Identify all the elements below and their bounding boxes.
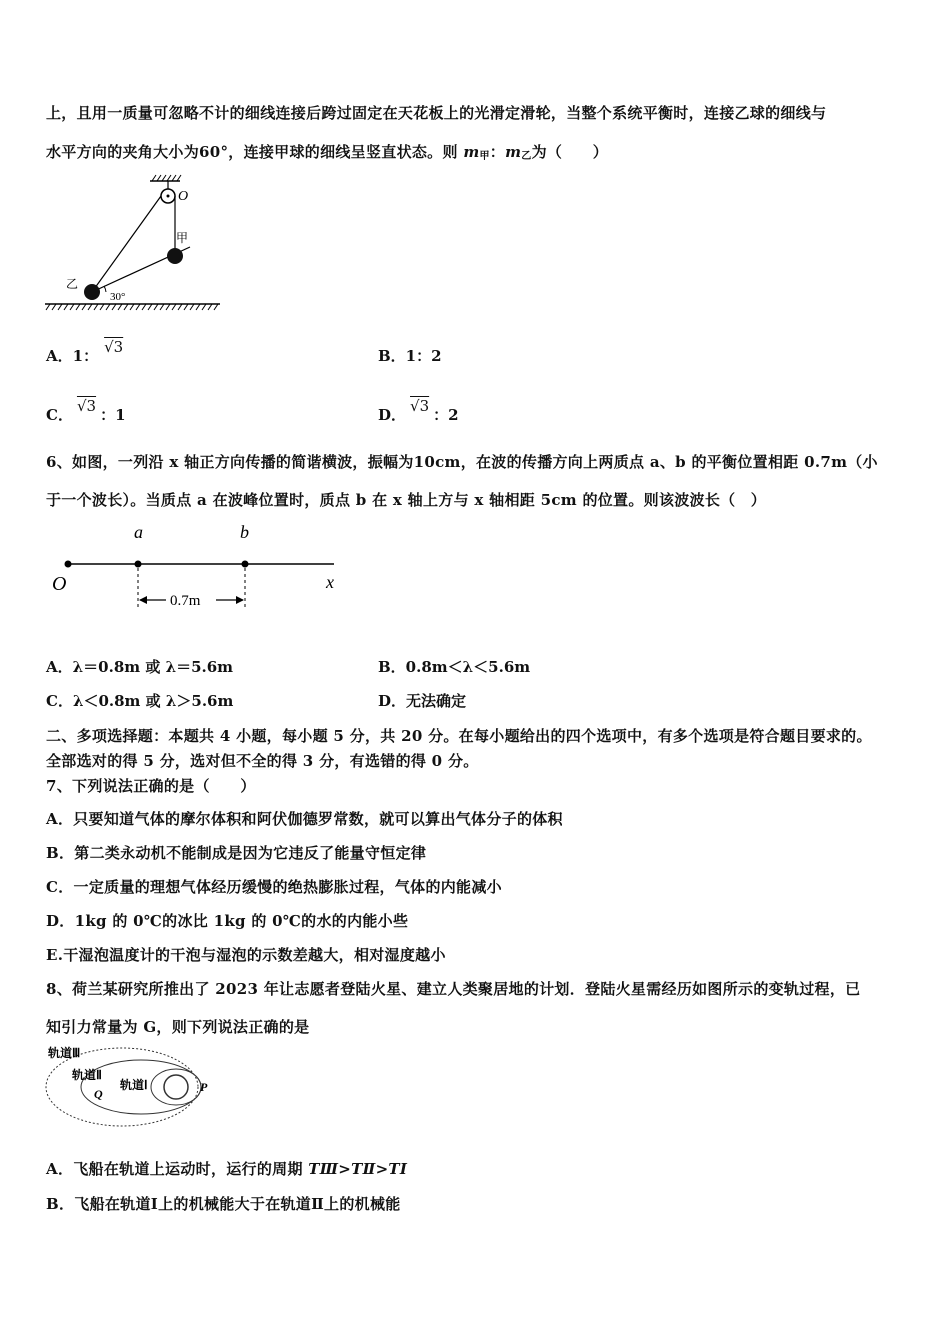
label-P: P xyxy=(200,1080,208,1094)
sqrt3-icon: √3 xyxy=(104,338,124,356)
sqrt3-icon: √3 xyxy=(76,397,97,415)
q5-option-B[interactable]: B．1：2 xyxy=(378,347,442,365)
subscript-jia: 甲 xyxy=(479,151,490,162)
angle-arc xyxy=(104,286,106,292)
period-formula: TⅢ>TⅡ>TⅠ xyxy=(308,1160,408,1178)
q8-stem-line1: 8、荷兰某研究所推出了 2023 年让志愿者登陆火星、建立人类聚居地的计划．登陆火星需经历如图所示的变轨过程，已 xyxy=(46,980,861,998)
subscript-yi: 乙 xyxy=(521,151,532,162)
ball-yi xyxy=(84,284,100,300)
q7-option-A[interactable]: A．只要知道气体的摩尔体积和阿伏伽德罗常数，就可以算出气体分子的体积 xyxy=(46,810,563,828)
q7-option-D[interactable]: D．1kg 的 0℃的冰比 1kg 的 0℃的水的内能小些 xyxy=(46,912,409,930)
q7-stem: 7、下列说法正确的是（ ） xyxy=(46,777,256,795)
label-orbit2: 轨道Ⅱ xyxy=(72,1068,102,1082)
q6-option-D[interactable]: D．无法确定 xyxy=(378,692,467,710)
string-to-yi xyxy=(92,196,161,292)
q5-option-D-suffix: ：2 xyxy=(433,406,459,424)
q5-option-A-prefix: A．1： xyxy=(46,347,99,365)
q6-stem-line1: 6、如图，一列沿 x 轴正方向传播的简谐横波，振幅为10cm，在波的传播方向上两质点 a、b 的平衡位置相距 0.7m（小 xyxy=(46,453,878,471)
q5-option-C-suffix: ：1 xyxy=(100,406,126,424)
section2-heading-line2: 全部选对的得 5 分，选对但不全的得 3 分，有选错的得 0 分。 xyxy=(46,752,479,770)
q5-stem-line1: 上，且用一质量可忽略不计的细线连接后跨过固定在天花板上的光滑定滑轮，当整个系统平衡时，连接乙球的细线与 xyxy=(46,104,827,122)
q5-option-D[interactable] xyxy=(378,397,459,425)
q8-option-A-text: A．飞船在轨道上运动时，运行的周期 xyxy=(46,1160,309,1178)
q6-option-C[interactable]: C．λ＜0.8m 或 λ＞5.6m xyxy=(46,692,234,710)
label-x: x xyxy=(326,572,334,592)
q5-stem-line2-end: 为（ ） xyxy=(531,143,609,161)
q7-option-B[interactable]: B．第二类永动机不能制成是因为它违反了能量守恒定律 xyxy=(46,844,427,862)
q6-stem-line2: 于一个波长）。当质点 a 在波峰位置时，质点 b 在 x 轴上方与 x 轴相距 5cm 的位置。则该波波长（ ） xyxy=(46,491,767,509)
q5-option-A[interactable] xyxy=(46,338,124,366)
ratio-colon: ： xyxy=(489,143,506,161)
distance-label: 0.7m xyxy=(170,593,201,609)
q5-option-D-prefix: D． xyxy=(378,406,407,424)
ball-jia xyxy=(167,248,183,264)
point-a xyxy=(135,561,142,568)
ground-hatch xyxy=(46,304,218,310)
label-yi: 乙 xyxy=(66,277,79,291)
label-orbit3: 轨道Ⅲ xyxy=(48,1046,81,1060)
arrowhead-left-icon xyxy=(139,596,147,604)
point-O xyxy=(65,561,72,568)
label-a: a xyxy=(134,522,143,542)
section2-heading-line1: 二、多项选择题：本题共 4 小题，每小题 5 分，共 20 分。在每小题给出的四个选项中，有多个选项是符合题目要求的。 xyxy=(46,727,872,745)
arrowhead-right-icon xyxy=(236,596,244,604)
label-O: O xyxy=(178,189,189,204)
q7-option-C[interactable]: C．一定质量的理想气体经历缓慢的绝热膨胀过程，气体的内能减小 xyxy=(46,878,502,896)
mars-planet xyxy=(164,1075,188,1099)
ceiling-hatch xyxy=(152,175,181,181)
q8-option-B[interactable]: B．飞船在轨道Ⅰ上的机械能大于在轨道Ⅱ上的机械能 xyxy=(46,1195,401,1213)
point-b xyxy=(242,561,249,568)
q8-option-A[interactable] xyxy=(46,1158,407,1179)
q7-option-E[interactable]: E.干湿泡温度计的干泡与湿泡的示数差越大，相对湿度越小 xyxy=(46,946,446,964)
q5-option-C[interactable] xyxy=(46,397,126,425)
label-Q: Q xyxy=(94,1087,103,1101)
q5-option-C-prefix: C． xyxy=(46,406,73,424)
mass-symbol-yi: m xyxy=(505,143,522,161)
angle-label: 30° xyxy=(110,291,126,303)
q8-stem-line2: 知引力常量为 G，则下列说法正确的是 xyxy=(46,1018,310,1036)
label-b: b xyxy=(240,522,249,542)
q6-option-B[interactable]: B．0.8m＜λ＜5.6m xyxy=(378,658,531,676)
label-orbit1: 轨道Ⅰ xyxy=(120,1078,148,1092)
label-jia: 甲 xyxy=(176,231,189,245)
q5-stem-line2 xyxy=(46,141,608,162)
q5-stem-line2-text: 水平方向的夹角大小为60°，连接甲球的细线呈竖直状态。则 xyxy=(46,143,464,161)
pulley-axle xyxy=(167,195,170,198)
q6-wave-figure xyxy=(46,518,346,618)
q8-orbit-figure xyxy=(46,1043,226,1135)
label-O: O xyxy=(52,573,67,595)
q6-option-A[interactable]: A．λ＝0.8m 或 λ＝5.6m xyxy=(46,658,234,676)
mass-symbol-jia: m xyxy=(463,143,480,161)
sqrt3-icon: √3 xyxy=(410,397,430,415)
q5-pulley-figure xyxy=(40,172,230,322)
